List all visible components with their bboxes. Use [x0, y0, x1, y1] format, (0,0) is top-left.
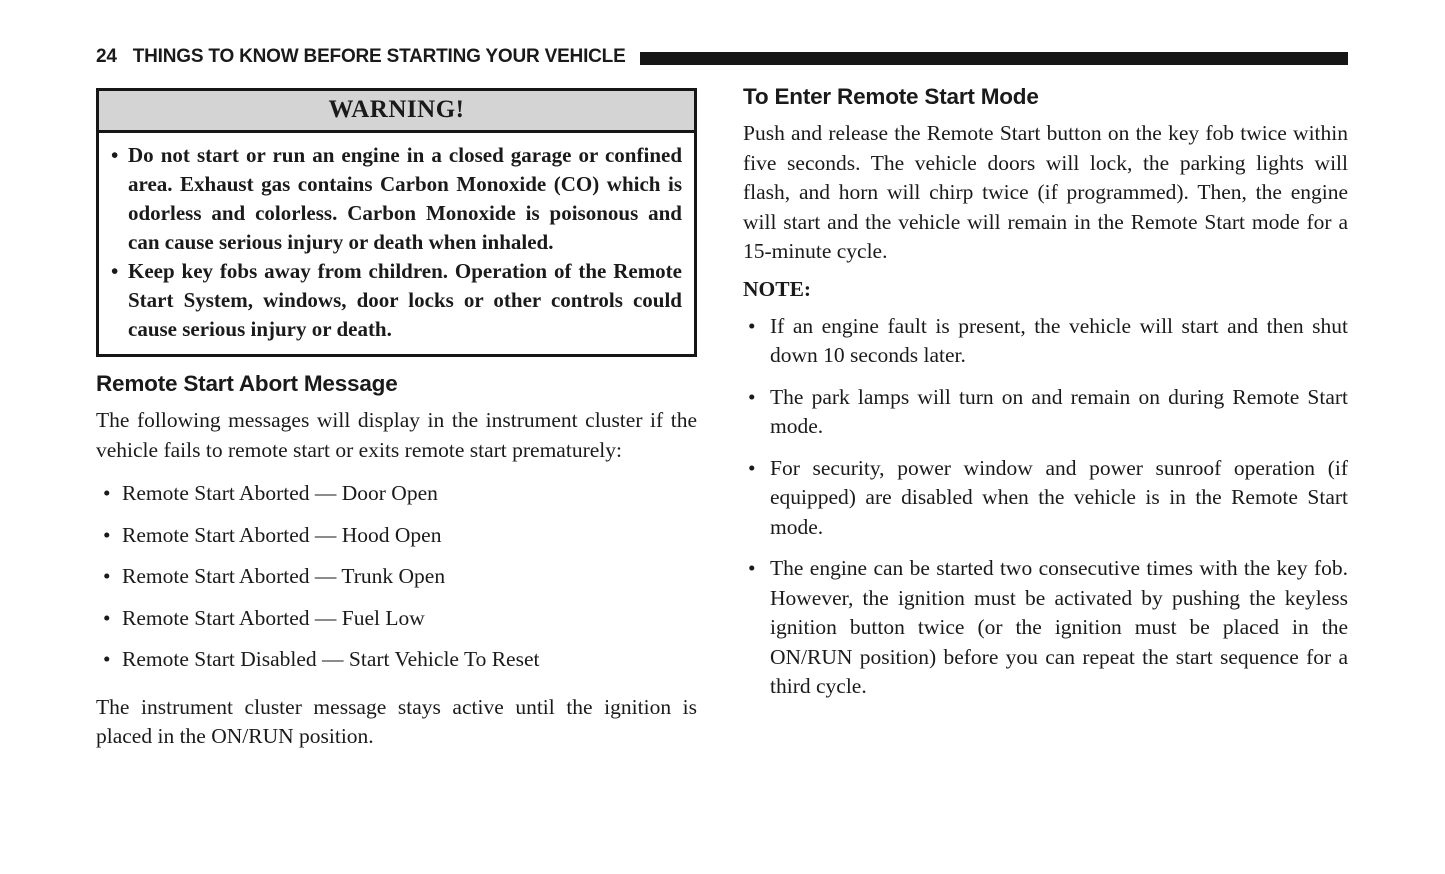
- page-number: 24: [96, 46, 117, 67]
- abort-message-list: [96, 479, 697, 675]
- warning-box: [96, 88, 697, 357]
- right-column: [743, 84, 1348, 714]
- page-header-title: THINGS TO KNOW BEFORE STARTING YOUR VEHICLE: [132, 46, 626, 67]
- list-item: [743, 312, 1348, 371]
- list-item-text: Remote Start Aborted — Door Open: [122, 481, 438, 505]
- list-item-text: If an engine fault is present, the vehicle will start and then shut down 10 seconds later.: [770, 313, 1348, 367]
- bullet-icon: [103, 645, 122, 675]
- bullet-icon: [748, 554, 770, 702]
- bullet-icon: [748, 312, 770, 371]
- warning-title: WARNING!: [99, 91, 694, 133]
- list-item: [743, 454, 1348, 543]
- list-item: [96, 645, 697, 675]
- bullet-icon: [103, 521, 122, 551]
- list-item: [96, 521, 697, 551]
- list-item-text: Remote Start Aborted — Trunk Open: [122, 564, 446, 588]
- bullet-icon: [748, 454, 770, 543]
- warning-list: [99, 133, 694, 354]
- warning-item-text: Keep key fobs away from children. Operation of the Remote Start System, windows, door locks or other controls could cause serious injury or death.: [128, 259, 682, 341]
- list-item-text: Remote Start Aborted — Hood Open: [122, 522, 442, 547]
- list-item-text: Remote Start Aborted — Fuel Low: [122, 605, 425, 630]
- list-item: [96, 562, 697, 592]
- bullet-icon: [103, 562, 122, 592]
- list-item-text: The engine can be started two consecutive times with the key fob. However, the ignition must be activated by pushing the keyless ignition button twice (or the ignition must be placed in the ON/RUN position) before you can repeat the start sequence for a third cycle.: [770, 556, 1348, 698]
- abort-intro-paragraph: The following messages will display in the instrument cluster if the vehicle fails to remote start or exits remote start prematurely:: [96, 408, 697, 462]
- bullet-icon: [103, 479, 122, 509]
- bullet-icon: [103, 604, 122, 634]
- abort-outro-paragraph: The instrument cluster message stays active until the ignition is placed in the ON/RUN position.: [96, 694, 697, 748]
- warning-item: [111, 141, 682, 257]
- list-item: [743, 554, 1348, 702]
- list-item: [96, 479, 697, 509]
- header-rule-bar: [640, 52, 1348, 65]
- bullet-icon: [111, 257, 128, 344]
- warning-item-text: Do not start or run an engine in a closed garage or confined area. Exhaust gas contains Carbon Monoxide (CO) which is odorless and colorless. Carbon Monoxide is poisonous and can cause serious injury or death when inhaled.: [128, 143, 682, 254]
- list-item-text: For security, power window and power sunroof operation (if equipped) are disabled when the vehicle is in the Remote Start mode.: [770, 455, 1348, 539]
- left-column: [96, 88, 697, 762]
- warning-item: [111, 257, 682, 344]
- section-title-remote-start-abort: Remote Start Abort Message: [96, 371, 398, 396]
- notes-list: [743, 312, 1348, 702]
- list-item-text: The park lamps will turn on and remain on during Remote Start mode.: [770, 384, 1348, 438]
- bullet-icon: [748, 383, 770, 442]
- remote-start-intro-paragraph: Push and release the Remote Start button on the key fob twice within five seconds. The vehicle doors will lock, the parking lights will flash, and horn will chirp twice (if programmed). Then, the engine will start and the vehicle will remain in the Remote Start mode for a 15-minute cycle.: [743, 121, 1348, 263]
- note-label: NOTE:: [743, 276, 812, 301]
- section-title-enter-remote-start: To Enter Remote Start Mode: [743, 84, 1039, 109]
- page-header: [96, 46, 1348, 68]
- bullet-icon: [111, 141, 128, 257]
- list-item-text: Remote Start Disabled — Start Vehicle To Reset: [122, 647, 540, 671]
- list-item: [96, 604, 697, 634]
- list-item: [743, 383, 1348, 442]
